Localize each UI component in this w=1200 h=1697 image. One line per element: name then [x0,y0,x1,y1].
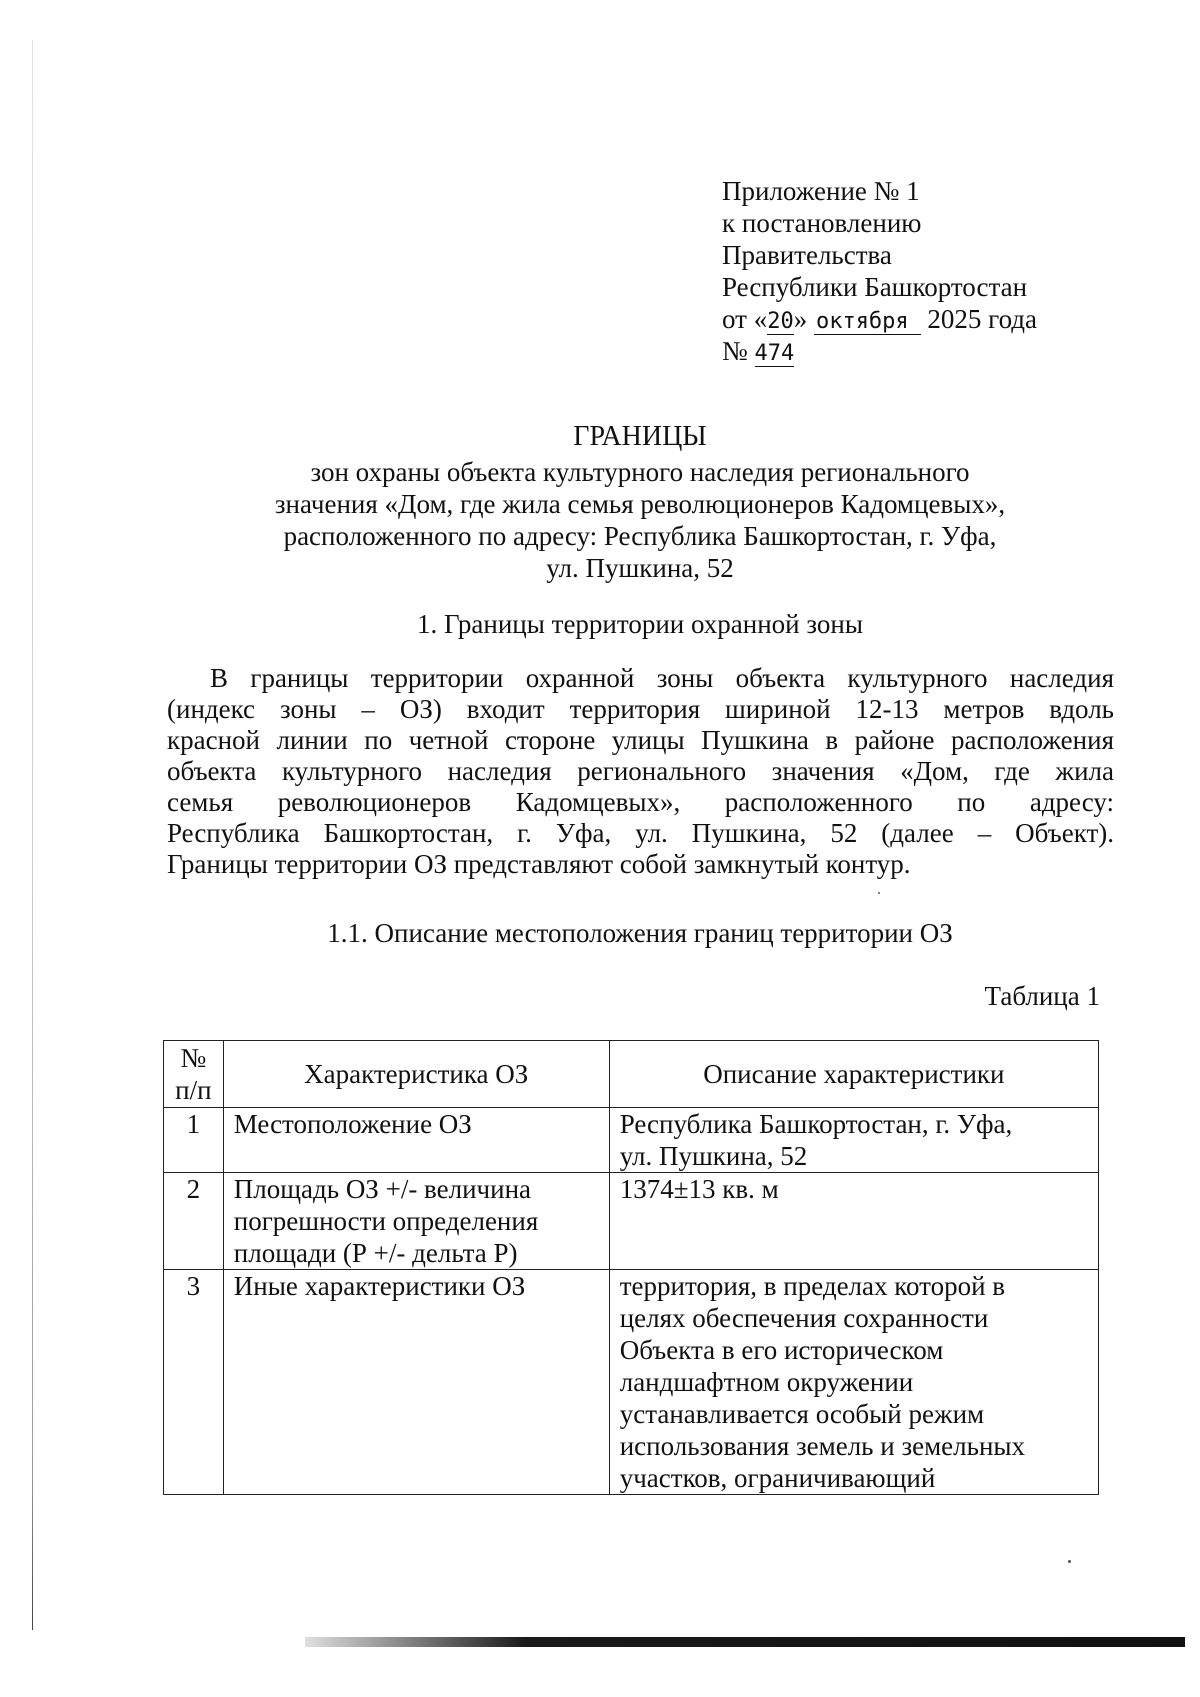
section-1-title: 1. Границы территории охранной зоны [417,609,863,639]
cell-line: Местоположение ОЗ [233,1109,472,1139]
table-row [164,1173,1099,1270]
title-heading: ГРАНИЦЫ [573,421,707,452]
approval-line: к постановлению [722,208,922,238]
row-number: 2 [164,1173,224,1270]
header-description: Описание характеристики [609,1041,1098,1108]
cell-line: целях обеспечения сохранности [619,1303,989,1333]
approval-number [722,335,1142,367]
paragraph-line: Границы территории ОЗ представляют собой замкнутый контур. [167,849,911,879]
paragraph-line: Республика Башкортостан, г. Уфа, ул. Пушкина, 52 (далее – Объект). [167,818,1114,848]
date-day: 20 [767,309,794,334]
number-value: 474 [754,341,795,366]
cell-line: ландшафтном окружении [619,1367,914,1397]
title-line: зон охраны объекта культурного наследия регионального [310,457,970,487]
table-row [164,1270,1099,1495]
row-characteristic [223,1173,609,1270]
table-header-row [164,1041,1099,1108]
cell-line: площади (Р +/- дельта Р) [233,1238,518,1268]
cell-line: Иные характеристики ОЗ [233,1271,526,1301]
cell-line: устанавливается особый режим [619,1399,985,1429]
zone-characteristics-table [163,1040,1099,1495]
document-title [160,421,1120,584]
cell-line: ул. Пушкина, 52 [619,1141,808,1171]
header-characteristic: Характеристика ОЗ [223,1041,609,1108]
row-number: 1 [164,1108,224,1173]
row-description [609,1108,1098,1173]
cell-line: территория, в пределах которой в [619,1271,1006,1301]
paragraph-line: (индекс зоны – ОЗ) входит территория шириной 12-13 метров вдоль [167,694,1114,724]
cell-line: Площадь ОЗ +/- величина [233,1174,532,1204]
row-number: 3 [164,1270,224,1495]
date-year: 2025 года [927,304,1038,334]
date-mid: » [793,304,808,334]
title-line: значения «Дом, где жила семья революционеров Кадомцевых», [274,489,1006,519]
title-line: расположенного по адресу: Республика Башкортостан, г. Уфа, [283,521,997,551]
approval-line: Правительства [722,240,892,270]
number-prefix: № [722,336,748,366]
row-description [609,1270,1098,1495]
title-line: ул. Пушкина, 52 [546,553,734,583]
paragraph-line: объекта культурного наследия регионального значения «Дом, где жила [167,756,1114,786]
approval-block [722,175,1142,367]
approval-date [722,303,1142,335]
scan-edge-left [32,40,33,1630]
cell-line: Объекта в его историческом [619,1335,944,1365]
row-characteristic [223,1270,609,1495]
cell-line: погрешности определения [233,1206,539,1236]
cell-line: использования земель и земельных [619,1431,1026,1461]
approval-line: Республики Башкортостан [722,272,1028,302]
cell-line: 1374±13 кв. м [619,1174,779,1204]
date-month: октября [814,310,921,335]
section-1-paragraph [167,663,1114,880]
scan-mark-bottom [305,1637,1185,1647]
scan-speck [1068,1560,1071,1563]
header-number: № п/п [164,1041,224,1108]
subsection-1-1-title: 1.1. Описание местоположения границ территории ОЗ [327,918,953,948]
scan-speck [878,892,880,894]
table-caption: Таблица 1 [984,981,1100,1011]
paragraph-line: В границы территории охранной зоны объекта культурного наследия [210,663,1114,693]
paragraph-line: красной линии по четной стороне улицы Пушкина в районе расположения [167,725,1114,755]
row-description [609,1173,1098,1270]
row-characteristic [223,1108,609,1173]
cell-line: участков, ограничивающий [619,1463,936,1493]
paragraph-line: семья революционеров Кадомцевых», расположенного по адресу: [167,787,1114,817]
date-prefix: от « [722,304,768,334]
table-row [164,1108,1099,1173]
approval-line: Приложение № 1 [722,176,920,206]
cell-line: Республика Башкортостан, г. Уфа, [619,1109,1013,1139]
